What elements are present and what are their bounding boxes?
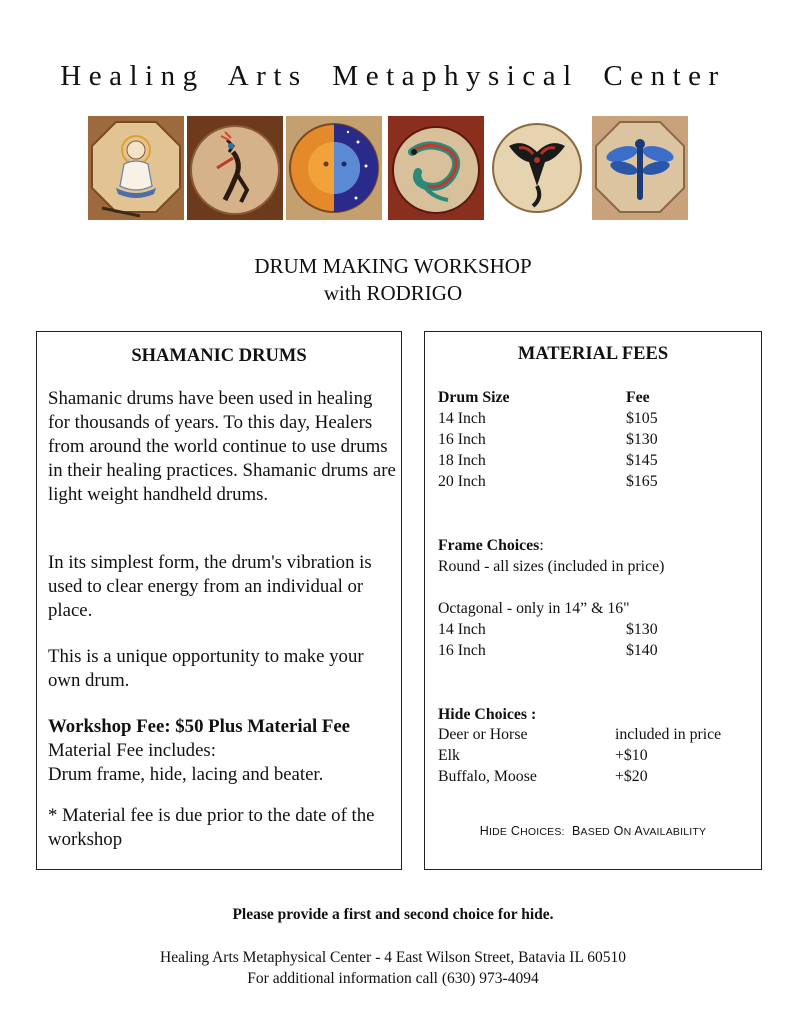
drum-image-strip xyxy=(88,116,700,222)
octagonal-frame-line: Octagonal - only in 14” & 16" xyxy=(438,600,630,617)
workshop-title: DRUM MAKING WORKSHOP xyxy=(254,254,532,278)
material-fees-box xyxy=(424,331,762,870)
frame-choices-heading: Frame Choices: xyxy=(438,537,544,554)
size-row-fee: $105 xyxy=(626,410,658,427)
thunderbird-drum-icon xyxy=(489,116,585,220)
vibration-paragraph: In its simplest form, the drum's vibration is used to clear energy from an individual or place. xyxy=(48,552,372,621)
hide-choices-heading: Hide Choices : xyxy=(438,706,537,723)
lizard-drum-icon xyxy=(388,116,484,220)
hide-row-label: Deer or Horse xyxy=(438,726,528,743)
payment-note: * Material fee is due prior to the date of the workshop xyxy=(48,805,375,850)
drum-size-header: Drum Size xyxy=(438,389,510,406)
sun-moon-drum-icon xyxy=(286,116,382,220)
center-title: Healing Arts Metaphysical Center xyxy=(60,60,726,92)
size-row-fee: $145 xyxy=(626,452,658,469)
material-fees-heading: MATERIAL FEES xyxy=(517,344,669,364)
kokopelli-drum-icon xyxy=(187,116,283,220)
hide-row-label: Elk xyxy=(438,747,460,764)
hide-row-price: +$10 xyxy=(615,747,648,764)
buddha-drum-icon xyxy=(88,116,184,220)
size-row-fee: $165 xyxy=(626,473,658,490)
footer-phone: For additional information call (630) 973-4094 xyxy=(247,970,539,987)
size-row-fee: $130 xyxy=(626,431,658,448)
hide-row-price: +$20 xyxy=(615,768,648,785)
shamanic-drums-box xyxy=(36,331,402,870)
shamanic-drums-heading: SHAMANIC DRUMS xyxy=(131,346,307,366)
hide-row-label: Buffalo, Moose xyxy=(438,768,537,785)
workshop-fee-block xyxy=(48,715,396,787)
hide-choice-notice: Please provide a first and second choice for hide. xyxy=(232,906,554,923)
round-frame-line: Round - all sizes (included in price) xyxy=(438,558,665,575)
size-row-label: 14 Inch xyxy=(438,410,486,427)
footer-address: Healing Arts Metaphysical Center - 4 East Wilson Street, Batavia IL 60510 xyxy=(160,949,626,966)
material-fee-includes: Material Fee includes: xyxy=(48,740,216,761)
opportunity-paragraph: This is a unique opportunity to make your own drum. xyxy=(48,646,364,691)
octagonal-row-label: 16 Inch xyxy=(438,642,486,659)
intro-paragraph: Shamanic drums have been used in healing for thousands of years. To this day, Healers from around the world continue to use drums in their healing practices. Shamanic drums are light weight handheld drums. xyxy=(48,388,396,505)
octagonal-row-fee: $140 xyxy=(626,642,658,659)
fee-header: Fee xyxy=(626,389,650,406)
octagonal-row-label: 14 Inch xyxy=(438,621,486,638)
workshop-subtitle: with RODRIGO xyxy=(323,281,463,305)
hide-row-price: included in price xyxy=(615,726,722,743)
dragonfly-drum-icon xyxy=(592,116,688,220)
hide-availability-note: HIDE CHOICES: BASED ON AVAILABILITY xyxy=(479,824,707,838)
workshop-fee-label: Workshop Fee: $50 Plus Material Fee xyxy=(48,716,351,737)
size-row-label: 20 Inch xyxy=(438,473,486,490)
size-row-label: 16 Inch xyxy=(438,431,486,448)
material-fee-items: Drum frame, hide, lacing and beater. xyxy=(48,764,324,785)
octagonal-row-fee: $130 xyxy=(626,621,658,638)
size-row-label: 18 Inch xyxy=(438,452,486,469)
